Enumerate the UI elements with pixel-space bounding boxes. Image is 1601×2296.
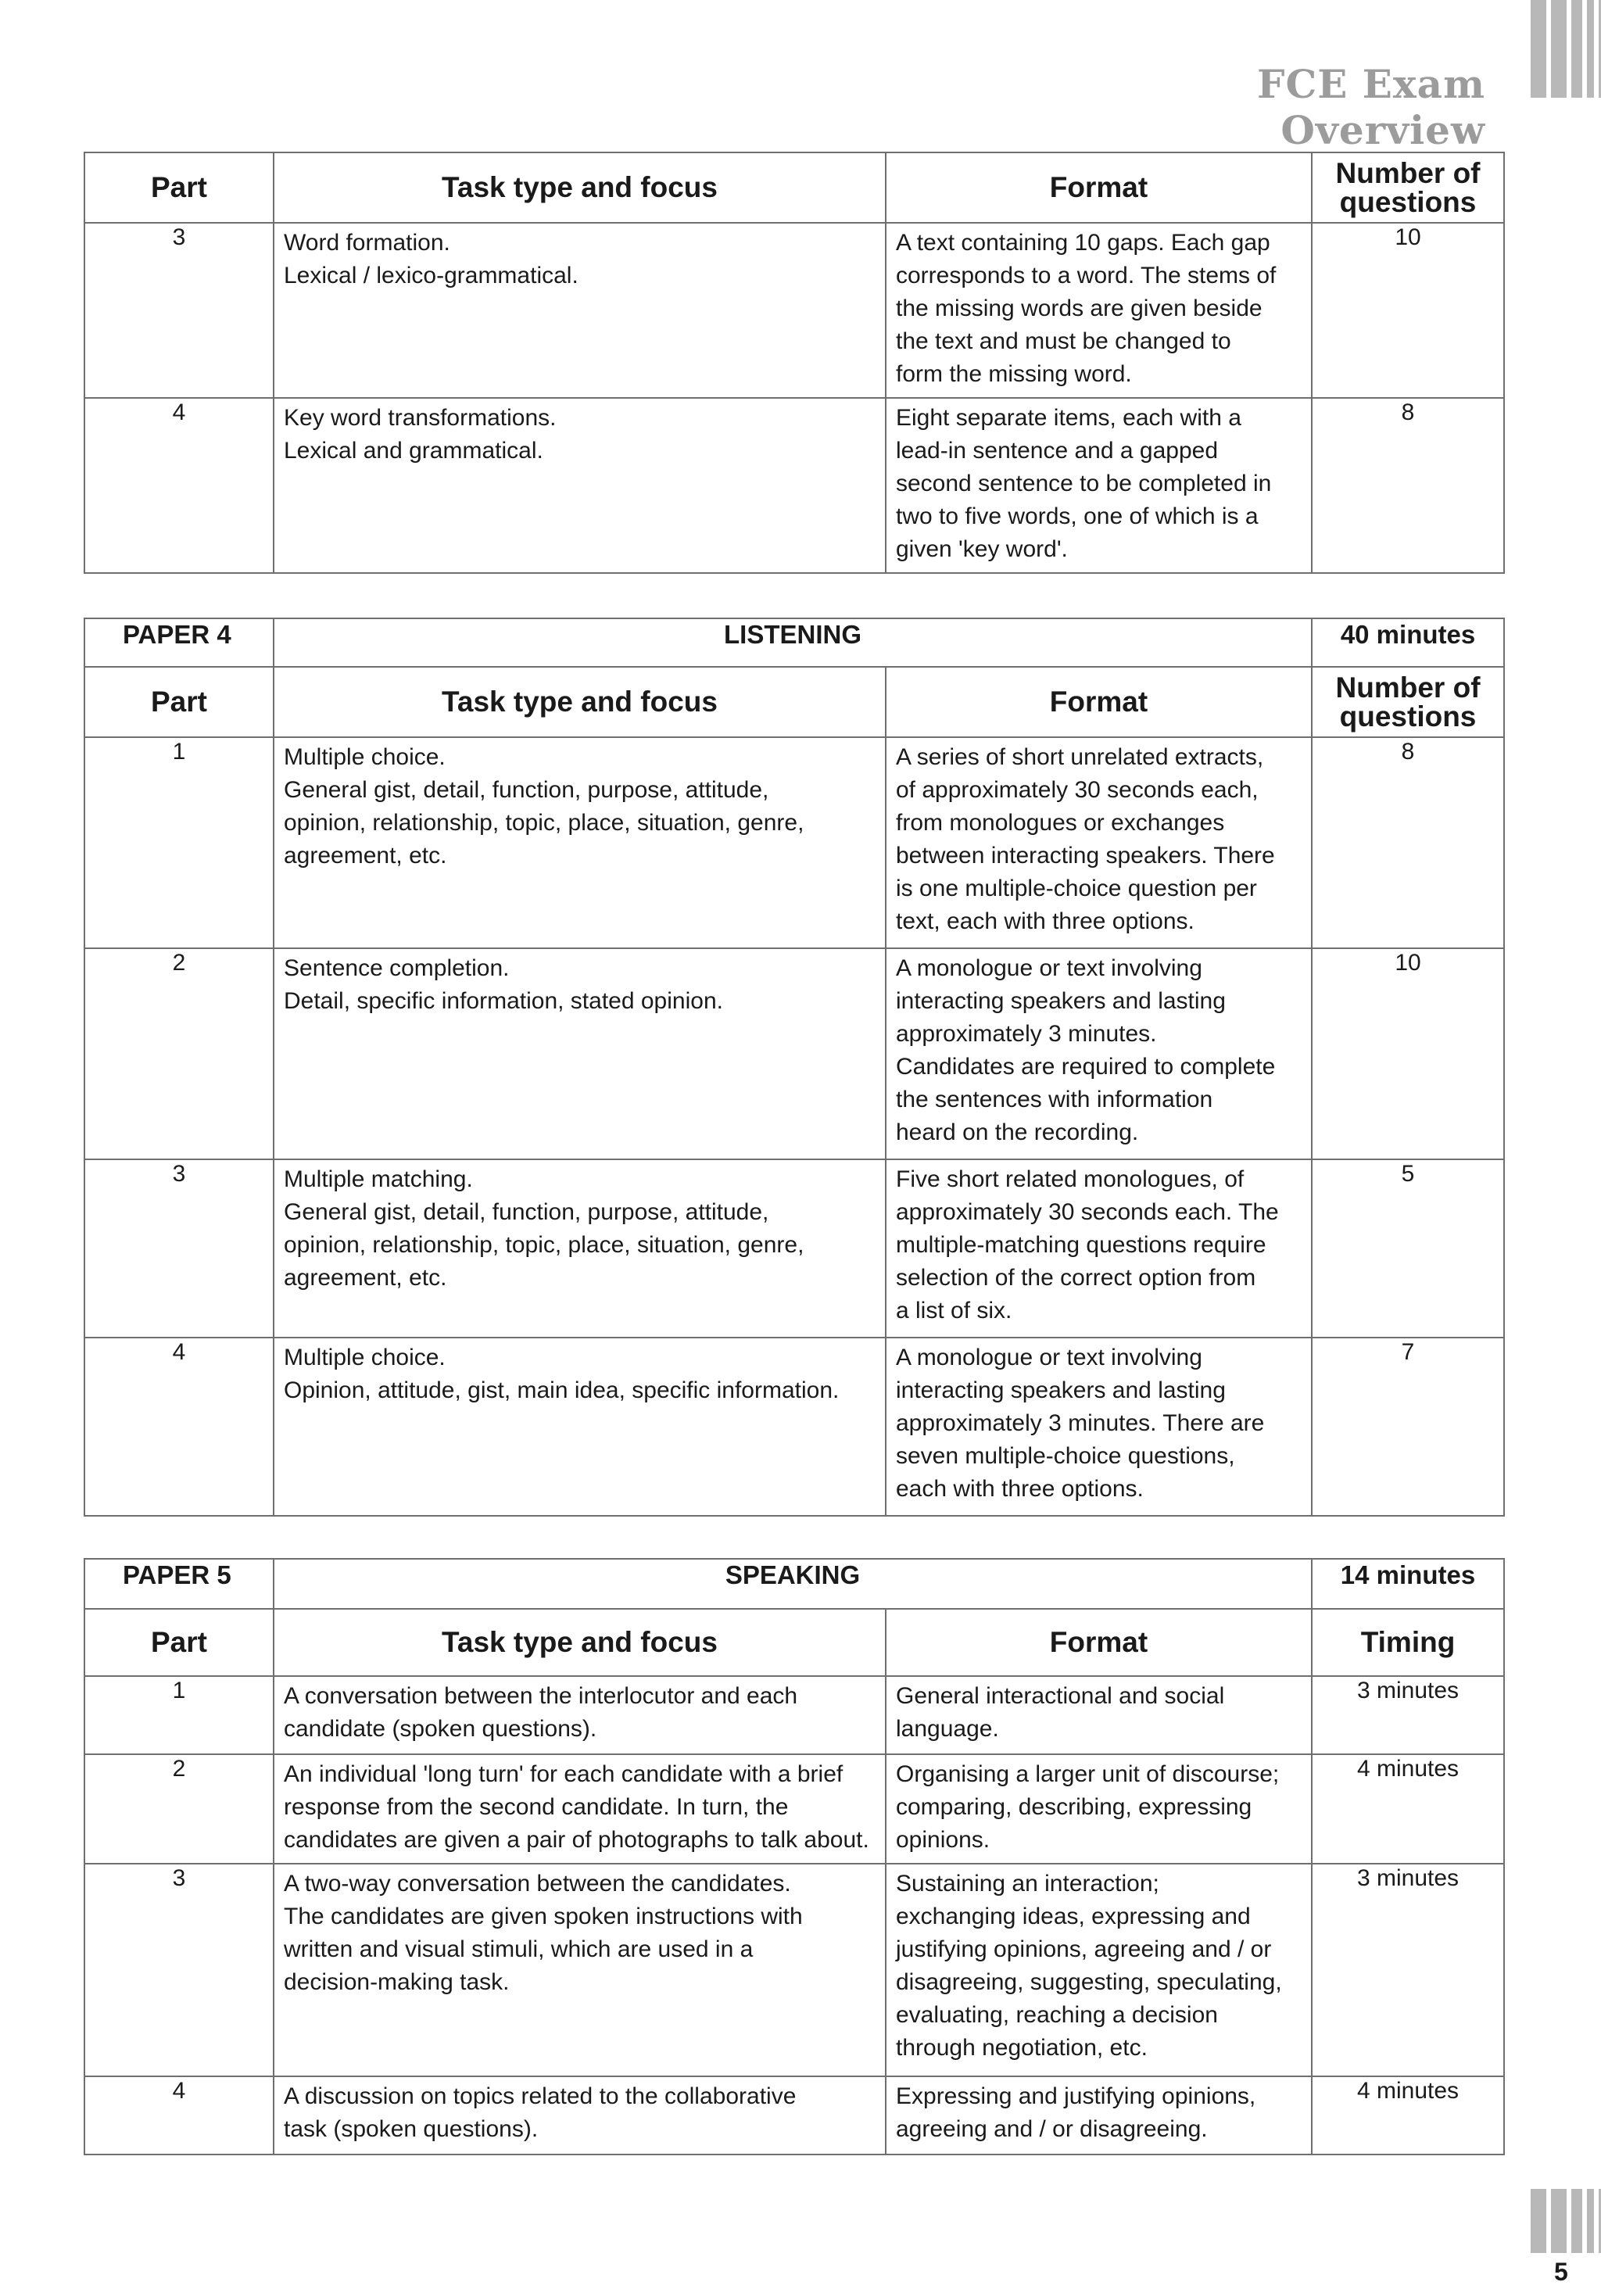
format-line: Candidates are required to complete [896,1054,1276,1080]
paper-band-row [84,1559,1504,1609]
part-number: 2 [84,948,274,1159]
table-row [84,1864,1504,2076]
task-line: agreement, etc. [284,843,447,869]
format-line: Five short related monologues, of [896,1166,1245,1192]
format-line: seven multiple-choice questions, [896,1443,1235,1469]
task-cell [274,1754,886,1864]
col-header-number-of-questions: Number of questions [1312,152,1504,223]
task-line: response from the second candidate. In turn, the [284,1794,789,1820]
part-number: 4 [84,2076,274,2155]
task-line: decision-making task. [284,1969,510,1995]
table-row [84,1676,1504,1754]
format-line: is one multiple-choice question per [896,876,1257,901]
format-line: Expressing and justifying opinions, [896,2083,1256,2109]
col-header-number-of-questions: Number of questions [1312,667,1504,737]
format-line: Organising a larger unit of discourse; [896,1761,1280,1787]
use-of-english-table [84,152,1505,574]
format-line: through negotiation, etc. [896,2035,1148,2061]
format-line: between interacting speakers. There [896,843,1275,869]
format-line: given 'key word'. [896,536,1068,562]
col-header-format: Format [886,1609,1312,1676]
paper-band-row [84,618,1504,667]
table-row [84,2076,1504,2155]
task-cell [274,398,886,573]
question-count: 5 [1312,1159,1504,1338]
task-cell [274,1864,886,2076]
format-line: A monologue or text involving [896,1345,1202,1370]
format-cell [886,223,1312,398]
format-line: approximately 3 minutes. [896,1021,1157,1047]
task-line: A two-way conversation between the candidates. [284,1871,791,1897]
table-header-row [84,152,1504,223]
format-line: of approximately 30 seconds each, [896,777,1259,803]
task-line: agreement, etc. [284,1265,447,1291]
paper-duration: 14 minutes [1312,1559,1504,1609]
col-header-part: Part [84,1609,274,1676]
task-cell [274,2076,886,2155]
format-line: heard on the recording. [896,1119,1139,1145]
paper-name: LISTENING [274,618,1312,667]
decorative-bars-top [1531,0,1601,98]
format-line: Sustaining an interaction; [896,1871,1159,1897]
task-cell [274,1676,886,1754]
format-cell [886,737,1312,948]
format-line: from monologues or exchanges [896,810,1225,836]
format-line: two to five words, one of which is a [896,503,1259,529]
task-line: Multiple matching. [284,1166,473,1192]
col-header-task: Task type and focus [274,152,886,223]
format-line: form the missing word. [896,361,1132,387]
task-line: task (spoken questions). [284,2116,539,2142]
listening-table [84,618,1505,1517]
format-line: justifying opinions, agreeing and / or [896,1936,1272,1962]
question-count: 10 [1312,948,1504,1159]
task-cell [274,223,886,398]
format-cell [886,1159,1312,1338]
part-number: 1 [84,737,274,948]
format-line: corresponds to a word. The stems of [896,263,1277,288]
format-line: the missing words are given beside [896,296,1263,321]
format-line: lead-in sentence and a gapped [896,438,1219,464]
table-row [84,1159,1504,1338]
task-line: Word formation. [284,230,450,256]
question-count: 4 minutes [1312,1754,1504,1864]
page-number: 5 [1554,2258,1568,2286]
table-row [84,1338,1504,1516]
format-cell [886,2076,1312,2155]
question-count: 3 minutes [1312,1676,1504,1754]
paper-label: PAPER 5 [84,1559,274,1609]
task-cell [274,1338,886,1516]
task-line: Sentence completion. [284,955,510,981]
task-line: Lexical and grammatical. [284,438,543,464]
task-line: opinion, relationship, topic, place, situation, genre, [284,1232,804,1258]
table-row [84,737,1504,948]
task-cell [274,948,886,1159]
format-line: disagreeing, suggesting, speculating, [896,1969,1282,1995]
format-line: a list of six. [896,1298,1012,1324]
format-line: comparing, describing, expressing [896,1794,1252,1820]
format-line: Eight separate items, each with a [896,405,1241,431]
paper-duration: 40 minutes [1312,618,1504,667]
task-line: written and visual stimuli, which are used in a [284,1936,754,1962]
task-line: candidates are given a pair of photographs to talk about. [284,1827,869,1853]
question-count: 4 minutes [1312,2076,1504,2155]
col-header-task: Task type and focus [274,667,886,737]
format-line: opinions. [896,1827,990,1853]
col-header-part: Part [84,667,274,737]
col-header-format: Format [886,152,1312,223]
table-row [84,223,1504,398]
part-number: 4 [84,398,274,573]
format-line: interacting speakers and lasting [896,1377,1226,1403]
table-row [84,948,1504,1159]
format-cell [886,1338,1312,1516]
task-line: The candidates are given spoken instructions with [284,1904,803,1929]
col-header-timing: Timing [1312,1609,1504,1676]
format-cell [886,1754,1312,1864]
col-header-part: Part [84,152,274,223]
decorative-bars-bottom [1531,2189,1601,2253]
col-header-task: Task type and focus [274,1609,886,1676]
paper-name: SPEAKING [274,1559,1312,1609]
format-line: agreeing and / or disagreeing. [896,2116,1208,2142]
task-line: Multiple choice. [284,744,446,770]
part-number: 3 [84,1864,274,2076]
task-cell [274,737,886,948]
format-line: approximately 30 seconds each. The [896,1199,1279,1225]
task-line: General gist, detail, function, purpose, attitude, [284,1199,769,1225]
format-line: the sentences with information [896,1087,1213,1112]
task-line: opinion, relationship, topic, place, situation, genre, [284,810,804,836]
format-line: selection of the correct option from [896,1265,1256,1291]
format-line: A text containing 10 gaps. Each gap [896,230,1270,256]
question-count: 10 [1312,223,1504,398]
format-line: second sentence to be completed in [896,471,1272,496]
paper-label: PAPER 4 [84,618,274,667]
format-line: each with three options. [896,1476,1144,1502]
question-count: 8 [1312,398,1504,573]
task-line: A conversation between the interlocutor and each [284,1683,798,1709]
part-number: 2 [84,1754,274,1864]
table-row [84,1754,1504,1864]
task-cell [274,1159,886,1338]
format-line: evaluating, reaching a decision [896,2002,1218,2028]
format-line: A monologue or text involving [896,955,1202,981]
task-line: Detail, specific information, stated opinion. [284,988,723,1014]
task-line: Lexical / lexico-grammatical. [284,263,578,288]
question-count: 7 [1312,1338,1504,1516]
question-count: 8 [1312,737,1504,948]
task-line: Opinion, attitude, gist, main idea, specific information. [284,1377,840,1403]
part-number: 3 [84,1159,274,1338]
format-line: exchanging ideas, expressing and [896,1904,1251,1929]
task-line: An individual 'long turn' for each candidate with a brief [284,1761,843,1787]
question-count: 3 minutes [1312,1864,1504,2076]
table-row [84,398,1504,573]
format-line: multiple-matching questions require [896,1232,1266,1258]
format-line: A series of short unrelated extracts, [896,744,1264,770]
part-number: 4 [84,1338,274,1516]
task-line: Key word transformations. [284,405,557,431]
part-number: 1 [84,1676,274,1754]
format-line: text, each with three options. [896,908,1194,934]
col-header-format: Format [886,667,1312,737]
format-line: General interactional and social [896,1683,1225,1709]
task-line: candidate (spoken questions). [284,1716,597,1742]
format-cell [886,948,1312,1159]
format-line: interacting speakers and lasting [896,988,1226,1014]
table-header-row [84,1609,1504,1676]
format-cell [886,398,1312,573]
table-header-row [84,667,1504,737]
task-line: A discussion on topics related to the collaborative [284,2083,797,2109]
speaking-table [84,1558,1505,2155]
format-line: the text and must be changed to [896,328,1231,354]
task-line: General gist, detail, function, purpose, attitude, [284,777,769,803]
format-line: approximately 3 minutes. There are [896,1410,1265,1436]
format-cell [886,1676,1312,1754]
page-header-title: FCE Exam Overview [1256,61,1485,153]
part-number: 3 [84,223,274,398]
task-line: Multiple choice. [284,1345,446,1370]
format-cell [886,1864,1312,2076]
format-line: language. [896,1716,999,1742]
